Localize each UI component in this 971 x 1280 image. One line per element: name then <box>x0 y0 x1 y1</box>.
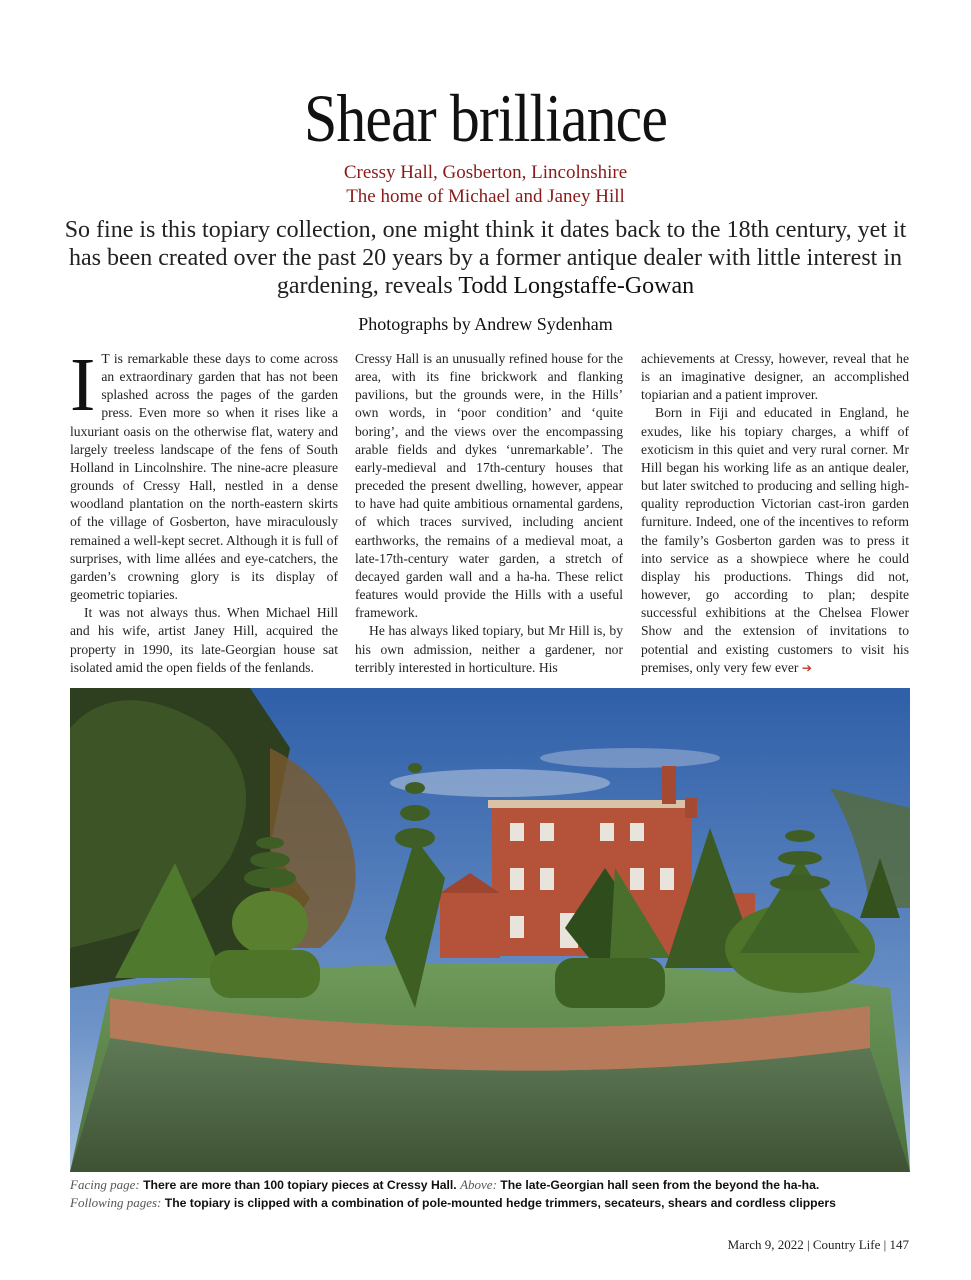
caption-label-above: Above: <box>460 1177 497 1192</box>
standfirst-text: So fine is this topiary collection, one might think it dates back to the 18th century, yet it has been created over the past 20 years by a former antique dealer with little interest in gardening, reveals <box>64 217 907 299</box>
location-line: Cressy Hall, Gosberton, Lincolnshire <box>343 162 628 183</box>
article-title: Shear brilliance <box>303 80 668 156</box>
caption-text-above: The late-Georgian hall seen from the beyond the ha-ha. <box>500 1178 820 1192</box>
continue-arrow-icon[interactable]: ➔ <box>801 660 812 675</box>
col2-p2: He has always liked topiary, but Mr Hill is, by his own admission, neither a gardener, nor terribly interested in horticulture. His <box>355 623 623 675</box>
caption-label-facing: Facing page: <box>70 1177 140 1192</box>
body-column-2 <box>355 350 623 677</box>
caption-text-facing: There are more than 100 topiary pieces at Cressy Hall. <box>143 1178 457 1192</box>
caption-label-following: Following pages: <box>70 1195 162 1210</box>
body-paragraph <box>70 343 338 604</box>
owners-line: The home of Michael and Janey Hill <box>346 186 625 207</box>
caption-text-following: The topiary is clipped with a combination of pole-mounted hedge trimmers, secateurs, shears and cordless clippers <box>164 1196 836 1210</box>
page-folio: March 9, 2022 | Country Life | 147 <box>727 1237 909 1252</box>
body-column-3 <box>641 350 909 677</box>
body-column-1 <box>70 343 338 677</box>
photo-caption <box>70 1176 920 1212</box>
drop-cap: I <box>70 343 96 427</box>
author-name[interactable]: Todd Longstaffe-Gowan <box>458 273 695 299</box>
col3-p2: Born in Fiji and educated in England, he exudes, like his topiary charges, a whiff of exoticism in this quiet and very rural corner. Mr Hill began his working life as an antique dealer, but later switched to producing and selling high-quality reproduction Victorian cast-iron garden furniture. Indeed, one of the incentives to reform the family’s Gosberton garden was to press it into service as a showpiece where he could display his productions. Things did not, however, go according to plan; despite successful exhibitions at the Chelsea Flower Show and the extension of invitations to potential and existing customers to visit his premises, only very few ever <box>641 405 909 675</box>
col1-p1: T is remarkable these days to come across an extraordinary garden that has not been splashed across the pages of the garden press. Even more so when it rises like a luxuriant oasis on the otherwise flat, watery and largely treeless landscape of the fens of South Holland in Lincolnshire. The nine-acre pleasure grounds of Cressy Hall, nestled in a dense woodland plantation on the north-eastern skirts of the village of Gosberton, have miraculously remained a well-kept secret. Although it is full of surprises, with lime allées and eye-catchers, the garden’s crowning glory is its display of geometric topiaries. <box>70 351 338 603</box>
topiary-illustration <box>70 688 910 1172</box>
standfirst <box>60 216 911 300</box>
photo-credit: Photographs by Andrew Sydenham <box>358 314 613 334</box>
body-paragraph <box>641 404 909 676</box>
col1-p2: It was not always thus. When Michael Hill and his wife, artist Janey Hill, acquired the property in 1990, its late-Georgian house sat isolated amid the open fields of the fenlands. <box>70 605 338 675</box>
col3-p1: achievements at Cressy, however, reveal that he is an imaginative designer, an accomplished topiarian and a patient improver. <box>641 351 909 403</box>
garden-photo <box>70 688 910 1172</box>
col2-p1: Cressy Hall is an unusually refined house for the area, with its fine brickwork and flanking pavilions, but the grounds were, in the Hills’ own words, in ‘poor condition’ and ‘quite boring’, and the views over the encompassing arable fields and dykes ‘unremarkable’. The early-medieval and 17th-century houses that preceded the present dwelling, however, appear to have had quite ambitious ornamental gardens, of which traces survived, including ancient earthworks, the remains of a medieval moat, a late-17th-century water garden, a stretch of decayed garden wall and a ha-ha. These relict features would provide the Hills with a useful framework. <box>355 351 623 621</box>
